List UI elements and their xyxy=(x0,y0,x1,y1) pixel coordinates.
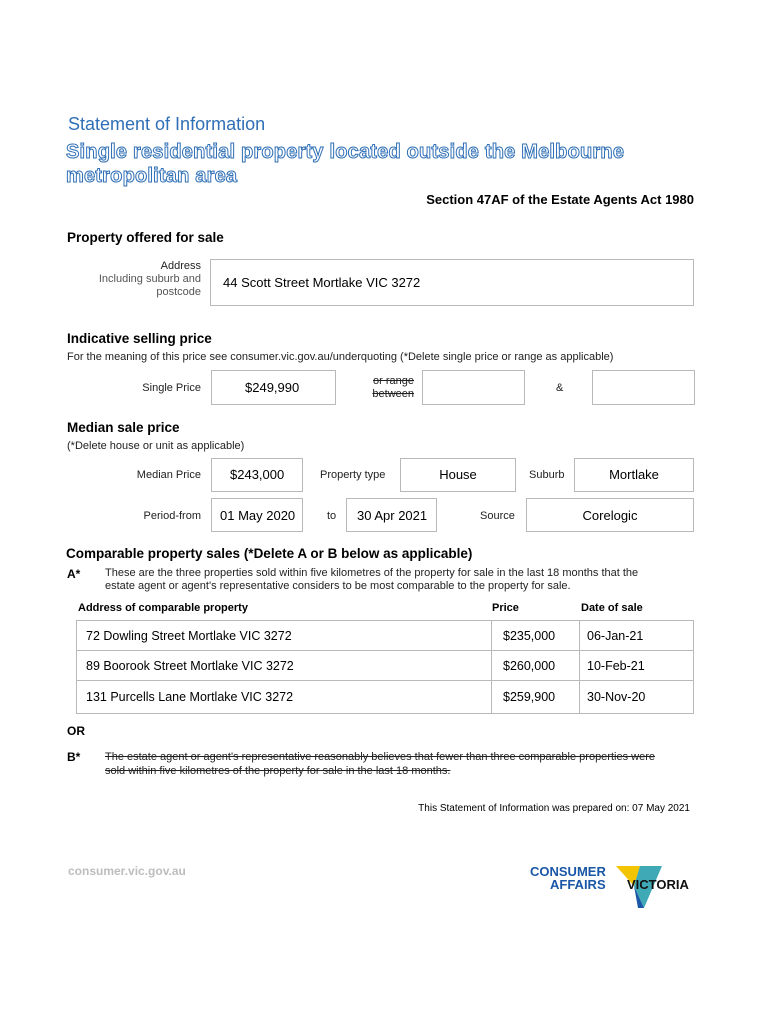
period-from-field[interactable] xyxy=(211,498,303,532)
single-price-label: Single Price xyxy=(142,382,201,394)
table-row[interactable] xyxy=(76,650,694,681)
address-field[interactable] xyxy=(210,259,694,306)
heading-line-1: Single residential property located outside the Melbourne xyxy=(66,141,625,163)
source-label: Source xyxy=(480,510,515,522)
range-to-field[interactable] xyxy=(592,370,695,405)
option-a-text: These are the three properties sold within five kilometres of the property for sale in the last 18 months that the estate agent or agent's representative considers to be most comparable to the property for sale. xyxy=(105,567,639,592)
suburb-value: Mortlake xyxy=(609,467,659,482)
row-date: 30-Nov-20 xyxy=(587,690,646,704)
section-reference: Section 47AF of the Estate Agents Act 1980 xyxy=(426,192,694,207)
property-type-value: House xyxy=(439,467,477,482)
address-value: 44 Scott Street Mortlake VIC 3272 xyxy=(223,275,421,290)
comparable-heading: Comparable property sales (*Delete A or B below as applicable) xyxy=(66,546,473,561)
range-from-field[interactable] xyxy=(422,370,525,405)
row-address: 89 Boorook Street Mortlake VIC 3272 xyxy=(86,658,294,673)
range-label: or range between xyxy=(372,375,414,400)
row-date: 10-Feb-21 xyxy=(587,658,645,673)
median-price-label: Median Price xyxy=(136,469,201,481)
property-type-label: Property type xyxy=(320,469,386,481)
range-and-label: & xyxy=(556,382,564,394)
document-heading xyxy=(66,140,686,188)
suburb-label: Suburb xyxy=(529,469,565,481)
heading-line-2: metropolitan area xyxy=(66,165,238,187)
single-price-field[interactable] xyxy=(211,370,336,405)
row-address: 72 Dowling Street Mortlake VIC 3272 xyxy=(86,628,292,643)
period-from-label: Period-from xyxy=(143,510,201,522)
document-title: Statement of Information xyxy=(68,114,266,134)
table-row[interactable] xyxy=(76,680,694,714)
website-link[interactable]: consumer.vic.gov.au xyxy=(68,864,186,878)
single-price-value: $249,990 xyxy=(245,380,300,395)
col-date-header: Date of sale xyxy=(581,602,643,614)
indicative-heading: Indicative selling price xyxy=(67,331,212,346)
to-label: to xyxy=(327,510,337,522)
row-price: $259,900 xyxy=(503,690,556,704)
period-to-value: 30 Apr 2021 xyxy=(357,508,428,523)
median-price-field[interactable] xyxy=(211,458,303,492)
logo-affairs: AFFAIRS xyxy=(550,877,606,892)
source-value: Corelogic xyxy=(582,508,638,523)
row-address: 131 Purcells Lane Mortlake VIC 3272 xyxy=(86,690,294,704)
table-row[interactable] xyxy=(76,620,694,651)
suburb-field[interactable] xyxy=(574,458,694,492)
row-price: $260,000 xyxy=(503,658,556,673)
source-field[interactable] xyxy=(526,498,694,532)
row-date: 06-Jan-21 xyxy=(587,628,644,643)
property-type-field[interactable] xyxy=(400,458,516,492)
consumer-affairs-victoria-logo xyxy=(530,862,700,912)
col-price-header: Price xyxy=(492,602,519,614)
address-label: Address Including suburb and postcode xyxy=(98,260,201,298)
or-label: OR xyxy=(67,724,85,738)
prepared-on: This Statement of Information was prepared on: 07 May 2021 xyxy=(418,803,690,814)
median-note: (*Delete house or unit as applicable) xyxy=(67,440,245,452)
median-heading: Median sale price xyxy=(67,420,180,435)
option-b-text: The estate agent or agent's representative reasonably believes that fewer than three comparable properties were sold within five kilometres of the property for sale in the last 18 months. xyxy=(105,751,655,777)
row-price: $235,000 xyxy=(503,628,556,643)
logo-consumer: CONSUMER xyxy=(530,864,606,879)
property-heading: Property offered for sale xyxy=(67,230,224,245)
indicative-note: For the meaning of this price see consumer.vic.gov.au/underquoting (*Delete single price or range as applicable) xyxy=(67,351,614,363)
option-a-marker: A* xyxy=(67,567,81,581)
logo-victoria: VICTORIA xyxy=(627,877,689,892)
option-b-marker: B* xyxy=(67,750,81,764)
median-price-value: $243,000 xyxy=(230,467,285,482)
period-from-value: 01 May 2020 xyxy=(220,508,296,523)
col-address-header: Address of comparable property xyxy=(78,602,248,614)
period-to-field[interactable] xyxy=(346,498,437,532)
